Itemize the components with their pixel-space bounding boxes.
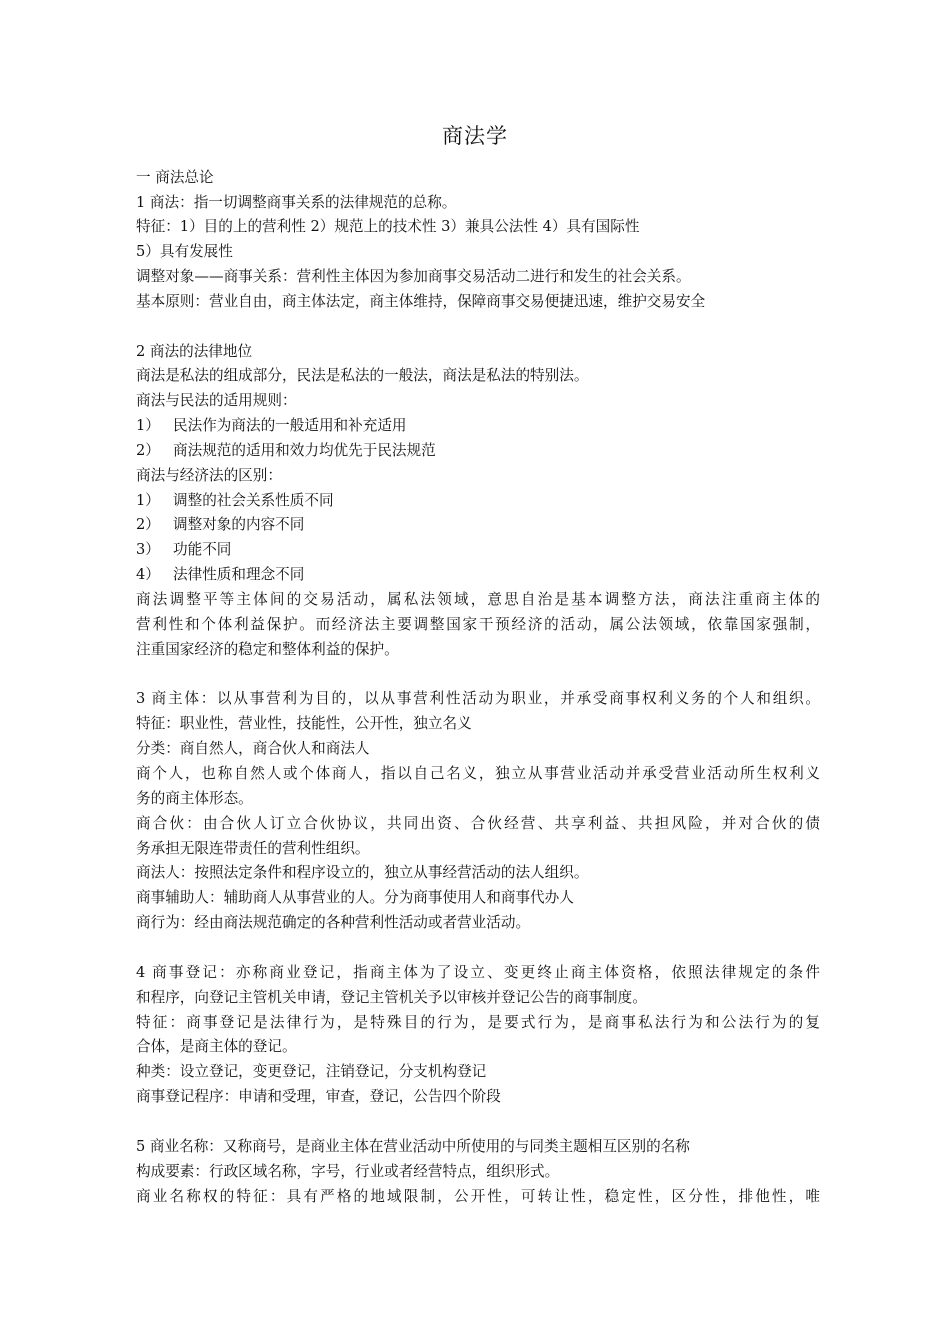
paragraph-line: 1 商法：指一切调整商事关系的法律规范的总称。 [136, 194, 457, 211]
paragraph-line: 5）具有发展性 [136, 243, 233, 260]
paragraph-line: 构成要素：行政区域名称，字号，行业或者经营特点，组织形式。 [136, 1163, 560, 1180]
paragraph-line: 务的商主体形态。 [136, 790, 253, 807]
paragraph-line: 商法调整平等主体间的交易活动，属私法领域，意思自治是基本调整方法，商法注重商主体的 [136, 591, 820, 608]
page-title: 商法学 [442, 124, 508, 148]
paragraph-line: 合体，是商主体的登记。 [136, 1038, 297, 1055]
paragraph-line: 和程序，向登记主管机关申请，登记主管机关予以审核并登记公告的商事制度。 [136, 989, 647, 1006]
list-item: 1） 民法作为商法的一般适用和补充适用 [136, 417, 407, 434]
paragraph-line: 商法人：按照法定条件和程序设立的，独立从事经营活动的法人组织。 [136, 864, 589, 881]
paragraph-line: 商行为：经由商法规范确定的各种营利性活动或者营业活动。 [136, 914, 531, 931]
paragraph-line: 商法与民法的适用规则： [136, 392, 297, 409]
paragraph-line: 特征：职业性，营业性，技能性，公开性，独立名义 [136, 715, 472, 732]
paragraph-line: 商业名称权的特征：具有严格的地域限制，公开性，可转让性，稳定性，区分性，排他性，唯 [136, 1188, 820, 1205]
section-heading: 5 商业名称：又称商号，是商业主体在营业活动中所使用的与同类主题相互区别的名称 [136, 1138, 690, 1155]
section-heading: 4 商事登记：亦称商业登记，指商主体为了设立、变更终止商主体资格，依照法律规定的条件 [136, 964, 820, 981]
paragraph-line: 调整对象——商事关系：营利性主体因为参加商事交易活动二进行和发生的社会关系。 [136, 268, 691, 285]
section-heading: 2 商法的法律地位 [136, 343, 253, 360]
paragraph-line: 基本原则：营业自由，商主体法定，商主体维持，保障商事交易便捷迅速，维护交易安全 [136, 293, 706, 310]
paragraph-line: 务承担无限连带责任的营利性组织。 [136, 840, 370, 857]
paragraph-line: 商法与经济法的区别： [136, 467, 282, 484]
list-item: 1） 调整的社会关系性质不同 [136, 492, 334, 509]
paragraph-line: 特征：商事登记是法律行为，是特殊目的行为，是要式行为，是商事私法行为和公法行为的复 [136, 1014, 820, 1031]
section-heading: 3 商主体：以从事营利为目的，以从事营利性活动为职业，并承受商事权利义务的个人和组织。 [136, 690, 820, 707]
paragraph-line: 特征：1）目的上的营利性 2）规范上的技术性 3）兼具公法性 4）具有国际性 [136, 218, 640, 235]
paragraph-line: 注重国家经济的稳定和整体利益的保护。 [136, 641, 399, 658]
paragraph-line: 商合伙：由合伙人订立合伙协议，共同出资、合伙经营、共享利益、共担风险，并对合伙的债 [136, 815, 820, 832]
paragraph-line: 种类：设立登记，变更登记，注销登记，分支机构登记 [136, 1063, 487, 1080]
list-item: 2） 商法规范的适用和效力均优先于民法规范 [136, 442, 436, 459]
list-item: 4） 法律性质和理念不同 [136, 566, 305, 583]
paragraph-line: 商法是私法的组成部分，民法是私法的一般法，商法是私法的特别法。 [136, 367, 589, 384]
paragraph-line: 商个人，也称自然人或个体商人，指以自己名义，独立从事营业活动并承受营业活动所生权利义 [136, 765, 820, 782]
paragraph-line: 分类：商自然人，商合伙人和商法人 [136, 740, 370, 757]
paragraph-line: 营利性和个体利益保护。而经济法主要调整国家干预经济的活动，属公法领域，依靠国家强制， [136, 616, 820, 633]
section-heading: 一 商法总论 [136, 169, 214, 186]
paragraph-line: 商事登记程序：申请和受理，审查，登记，公告四个阶段 [136, 1088, 501, 1105]
list-item: 3） 功能不同 [136, 541, 232, 558]
list-item: 2） 调整对象的内容不同 [136, 516, 305, 533]
paragraph-line: 商事辅助人：辅助商人从事营业的人。分为商事使用人和商事代办人 [136, 889, 574, 906]
